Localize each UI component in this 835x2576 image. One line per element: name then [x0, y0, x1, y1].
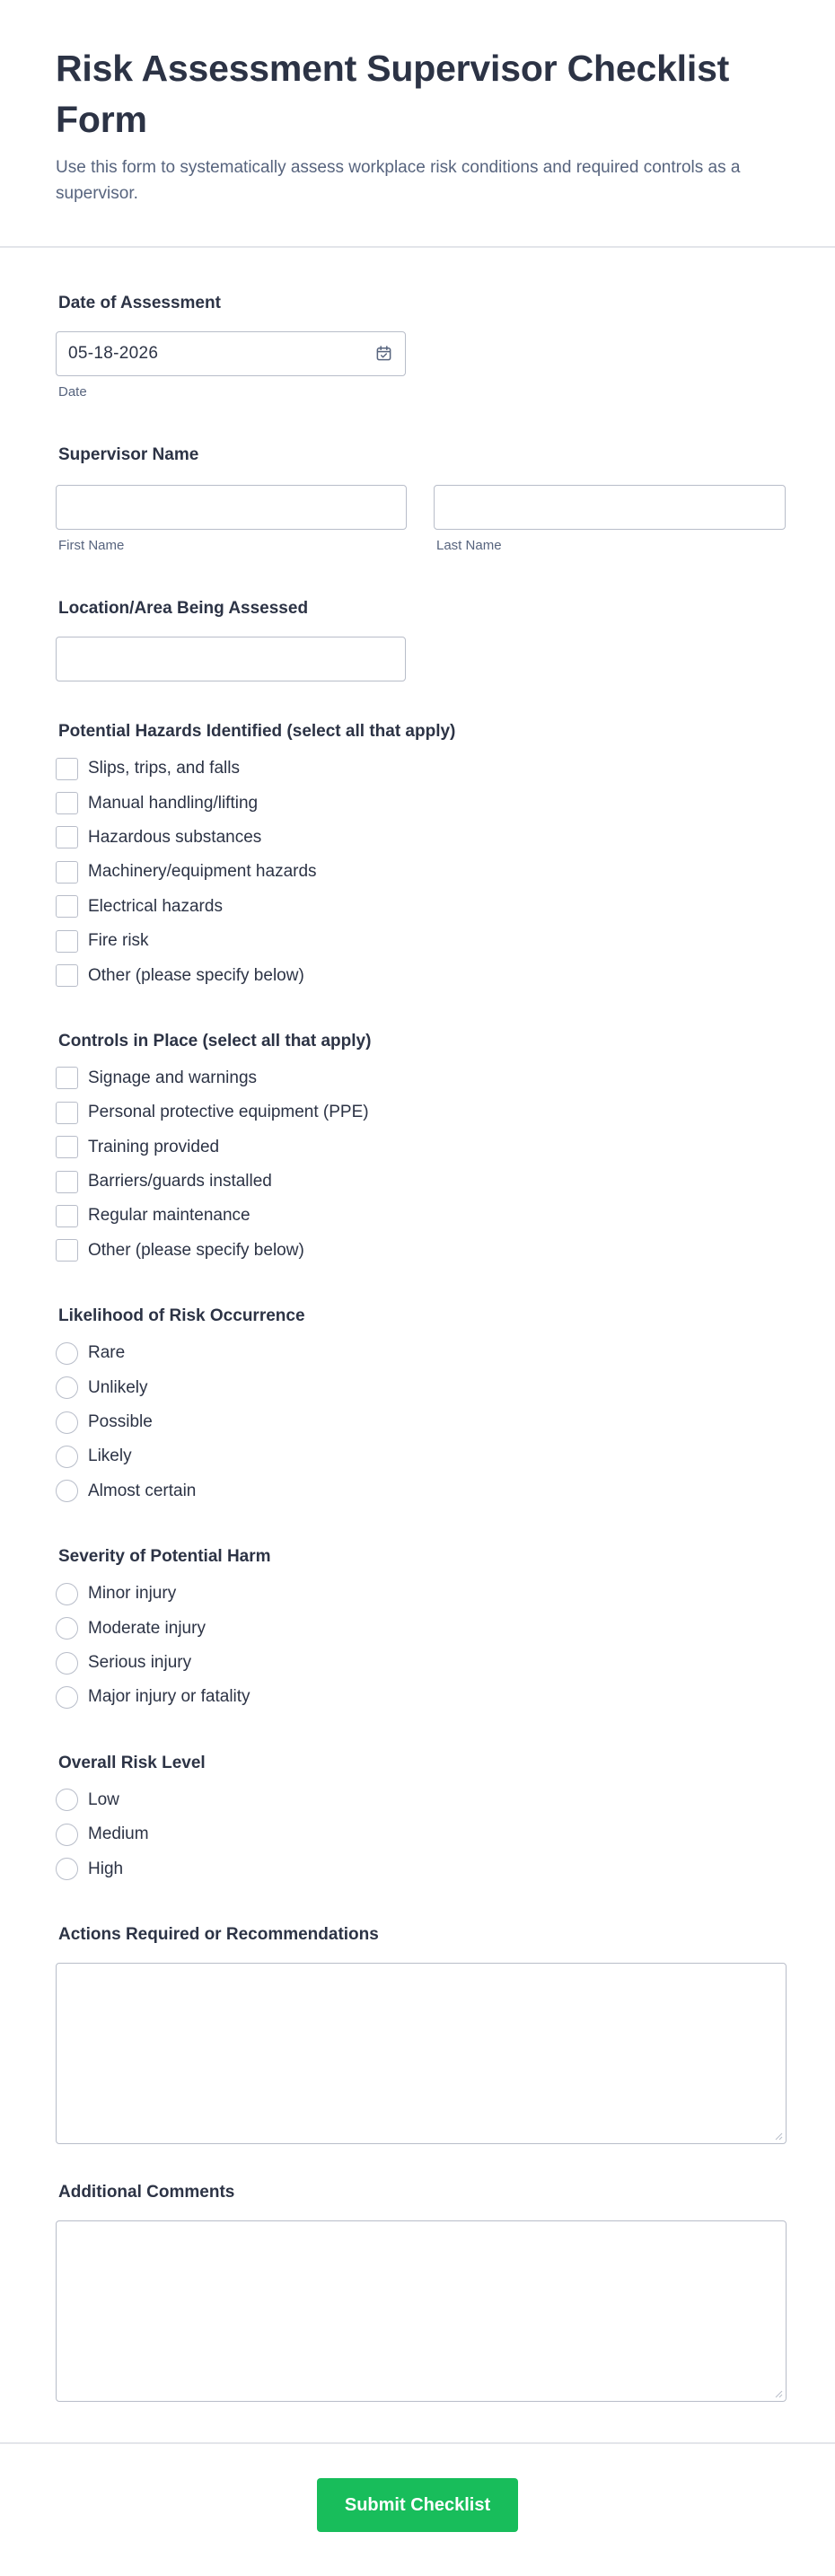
supervisor-name-field: [56, 444, 786, 554]
hazard-option[interactable]: [56, 821, 786, 855]
hazard-option[interactable]: [56, 924, 786, 958]
severity-option-label: Moderate injury: [88, 1618, 206, 1638]
location-input[interactable]: [56, 637, 406, 681]
severity-options: [56, 1577, 786, 1715]
radio[interactable]: [56, 1858, 78, 1880]
location-field: [56, 598, 786, 681]
likelihood-option[interactable]: [56, 1336, 786, 1370]
hazard-option-label: Other (please specify below): [88, 965, 304, 985]
control-option[interactable]: [56, 1130, 786, 1165]
hazard-option[interactable]: [56, 958, 786, 992]
checkbox[interactable]: [56, 1102, 78, 1124]
likelihood-label: Likelihood of Risk Occurrence: [58, 1306, 305, 1326]
checkbox[interactable]: [56, 826, 78, 848]
control-option[interactable]: [56, 1165, 786, 1199]
location-label: Location/Area Being Assessed: [58, 599, 309, 618]
radio[interactable]: [56, 1342, 78, 1365]
likelihood-option-label: Likely: [88, 1446, 132, 1466]
calendar-icon[interactable]: [375, 345, 392, 362]
severity-option-label: Minor injury: [88, 1584, 177, 1604]
checkbox[interactable]: [56, 792, 78, 814]
risk-level-option[interactable]: [56, 1851, 786, 1886]
severity-option[interactable]: [56, 1646, 786, 1680]
risk-level-label: Overall Risk Level: [58, 1753, 206, 1772]
controls-options: [56, 1061, 786, 1268]
last-name-input[interactable]: [434, 485, 786, 530]
control-option[interactable]: [56, 1095, 786, 1130]
radio[interactable]: [56, 1652, 78, 1675]
submit-button[interactable]: Submit Checklist: [317, 2478, 518, 2532]
likelihood-options: [56, 1336, 786, 1508]
actions-label: Actions Required or Recommendations: [58, 1924, 379, 1944]
date-field: [56, 293, 786, 400]
risk-level-options: [56, 1783, 786, 1886]
checkbox[interactable]: [56, 1239, 78, 1262]
control-option-label: Signage and warnings: [88, 1068, 258, 1087]
severity-option-label: Major injury or fatality: [88, 1687, 250, 1707]
hazard-option-label: Hazardous substances: [88, 827, 262, 847]
likelihood-option[interactable]: [56, 1439, 786, 1473]
radio[interactable]: [56, 1686, 78, 1709]
controls-field: [56, 1031, 786, 1268]
severity-option[interactable]: [56, 1577, 786, 1611]
actions-field: [56, 1924, 786, 2144]
comments-textarea[interactable]: [56, 2220, 787, 2402]
date-label: Date of Assessment: [58, 294, 221, 312]
likelihood-option[interactable]: [56, 1370, 786, 1404]
radio[interactable]: [56, 1376, 78, 1399]
checkbox[interactable]: [56, 1136, 78, 1158]
risk-level-option[interactable]: [56, 1817, 786, 1851]
radio[interactable]: [56, 1824, 78, 1846]
likelihood-field: [56, 1306, 786, 1508]
risk-level-option-label: Medium: [88, 1824, 149, 1844]
actions-textarea[interactable]: [56, 1963, 787, 2144]
risk-level-option[interactable]: [56, 1783, 786, 1817]
form-header: [0, 0, 835, 248]
control-option-label: Regular maintenance: [88, 1206, 250, 1226]
first-name-col: [56, 485, 408, 554]
first-name-sublabel: First Name: [58, 538, 125, 553]
form-subtitle: Use this form to systematically assess workplace risk conditions and required controls as a supervisor.: [56, 158, 741, 203]
hazards-field: [56, 721, 786, 993]
checkbox[interactable]: [56, 964, 78, 987]
form-footer: [0, 2442, 835, 2532]
resize-grip-icon[interactable]: [774, 2389, 783, 2398]
comments-field: [56, 2182, 786, 2402]
last-name-sublabel: Last Name: [436, 538, 502, 553]
resize-grip-icon[interactable]: [774, 2132, 783, 2141]
checkbox[interactable]: [56, 758, 78, 780]
hazards-label: Potential Hazards Identified (select all that apply): [58, 722, 456, 741]
checkbox[interactable]: [56, 861, 78, 884]
hazard-option-label: Manual handling/lifting: [88, 793, 259, 813]
risk-level-option-label: Low: [88, 1789, 119, 1809]
risk-level-option-label: High: [88, 1859, 124, 1878]
radio[interactable]: [56, 1480, 78, 1502]
hazard-option[interactable]: [56, 786, 786, 820]
hazard-option-label: Electrical hazards: [88, 896, 223, 916]
checkbox[interactable]: [56, 1067, 78, 1089]
control-option[interactable]: [56, 1234, 786, 1268]
date-input[interactable]: [56, 331, 406, 376]
controls-label: Controls in Place (select all that apply): [58, 1031, 372, 1051]
control-option-label: Training provided: [88, 1137, 220, 1156]
checkbox[interactable]: [56, 1171, 78, 1193]
radio[interactable]: [56, 1617, 78, 1640]
radio[interactable]: [56, 1411, 78, 1434]
likelihood-option-label: Almost certain: [88, 1481, 197, 1500]
control-option-label: Personal protective equipment (PPE): [88, 1103, 369, 1122]
severity-option-label: Serious injury: [88, 1653, 192, 1672]
severity-option[interactable]: [56, 1680, 786, 1714]
likelihood-option-label: Rare: [88, 1343, 126, 1363]
hazard-option-label: Fire risk: [88, 931, 149, 951]
hazard-option[interactable]: [56, 752, 786, 786]
form-body: [0, 293, 835, 2402]
hazards-options: [56, 752, 786, 993]
control-option[interactable]: [56, 1199, 786, 1233]
radio[interactable]: [56, 1789, 78, 1811]
hazard-option-label: Slips, trips, and falls: [88, 759, 240, 778]
risk-level-field: [56, 1753, 786, 1886]
checkbox[interactable]: [56, 930, 78, 953]
control-option[interactable]: [56, 1061, 786, 1095]
likelihood-option-label: Unlikely: [88, 1377, 148, 1397]
likelihood-option[interactable]: [56, 1405, 786, 1439]
likelihood-option[interactable]: [56, 1474, 786, 1508]
control-option-label: Other (please specify below): [88, 1240, 304, 1260]
form-title: Risk Assessment Supervisor Checklist Form: [56, 48, 730, 140]
likelihood-option-label: Possible: [88, 1412, 153, 1432]
hazard-option[interactable]: [56, 855, 786, 889]
comments-label: Additional Comments: [58, 2182, 235, 2202]
name-row: [56, 485, 786, 554]
severity-field: [56, 1546, 786, 1715]
hazard-option-label: Machinery/equipment hazards: [88, 862, 317, 882]
date-value: 05-18-2026: [68, 344, 159, 363]
supervisor-name-label: Supervisor Name: [58, 445, 199, 464]
checkbox[interactable]: [56, 895, 78, 918]
last-name-col: [434, 485, 786, 554]
control-option-label: Barriers/guards installed: [88, 1172, 272, 1191]
severity-label: Severity of Potential Harm: [58, 1547, 271, 1567]
date-sublabel: Date: [58, 384, 87, 400]
severity-option[interactable]: [56, 1611, 786, 1645]
checkbox[interactable]: [56, 1205, 78, 1227]
hazard-option[interactable]: [56, 890, 786, 924]
first-name-input[interactable]: [56, 485, 407, 530]
radio[interactable]: [56, 1446, 78, 1468]
radio[interactable]: [56, 1583, 78, 1605]
